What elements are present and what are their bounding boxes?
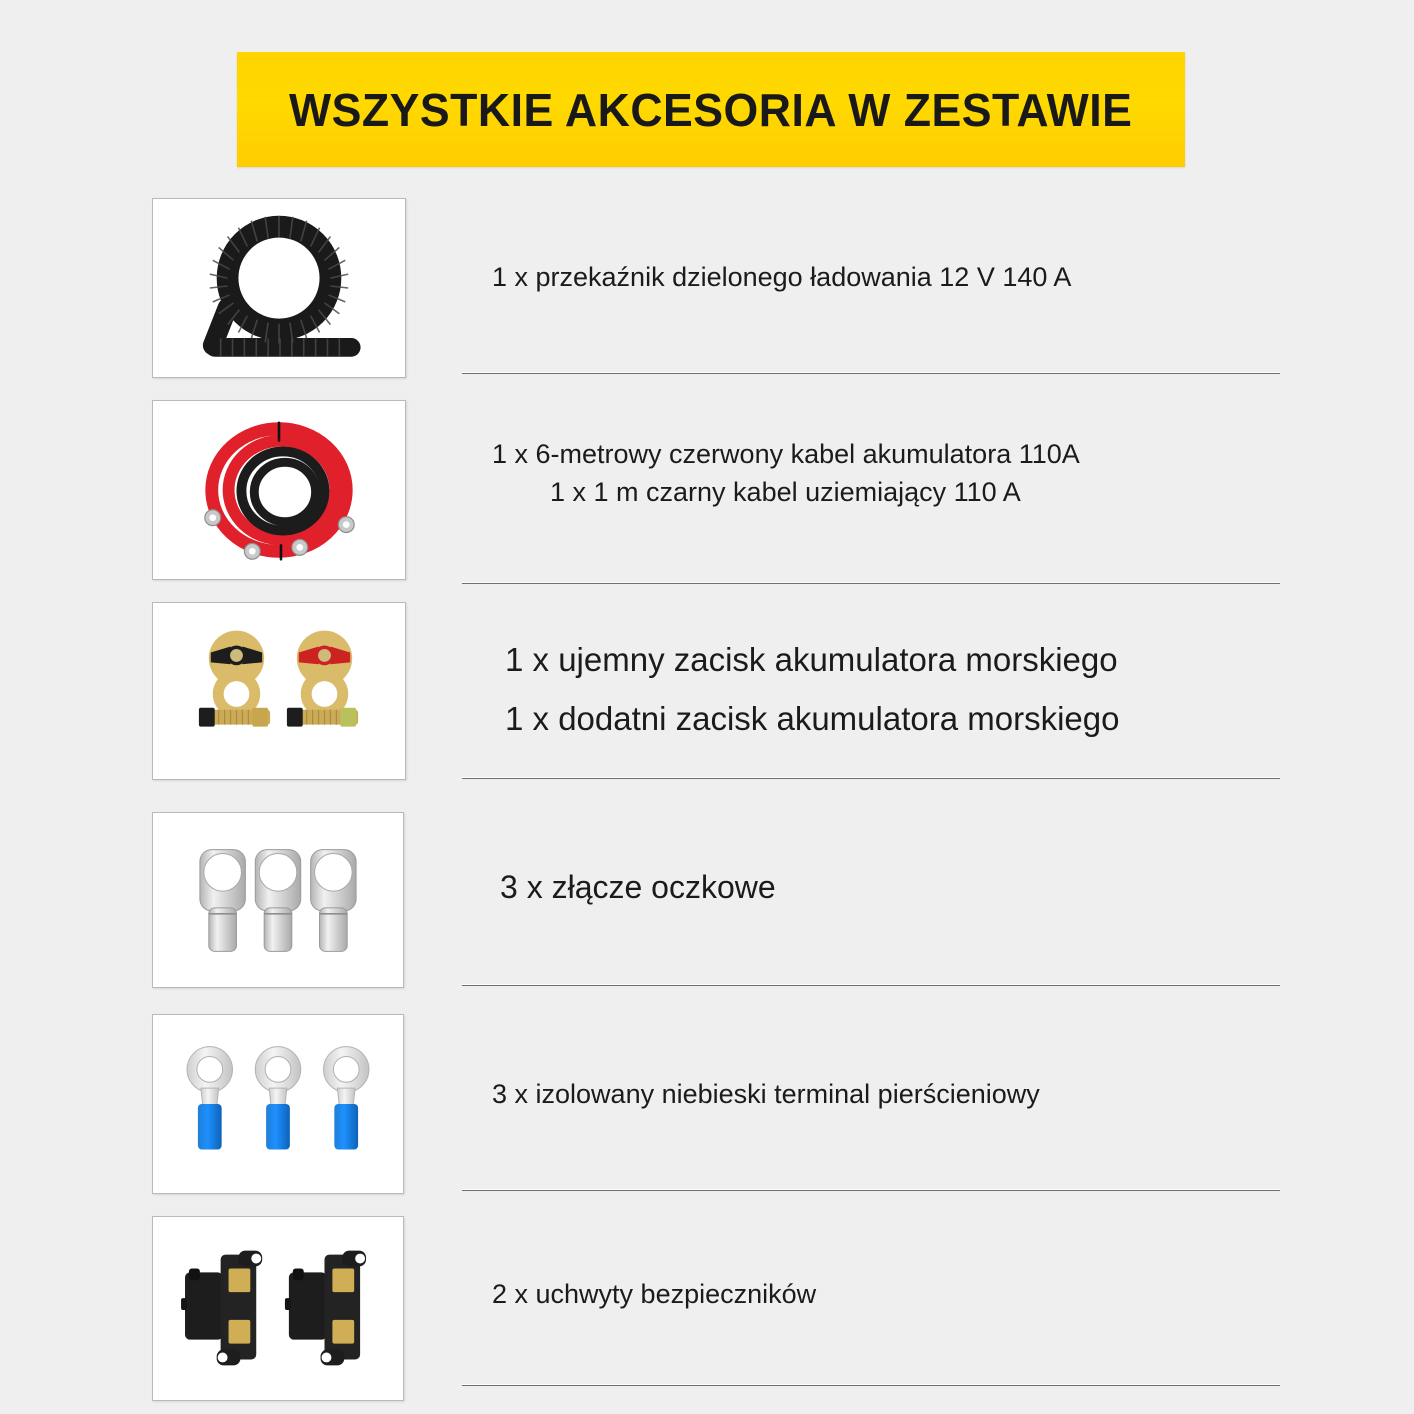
product-image-copper-ring-lugs	[152, 812, 404, 988]
product-image-blue-insulated-ring-terminals	[152, 1014, 404, 1194]
product-image-red-and-black-battery-cables	[152, 400, 406, 580]
product-image-black-fuse-holders	[152, 1216, 404, 1401]
accessory-text-group	[462, 435, 1280, 512]
black-fuse-holders-icon	[153, 1217, 403, 1400]
row-divider	[462, 583, 1280, 584]
accessory-line: 2 x uchwyty bezpieczników	[492, 1279, 817, 1309]
row-divider	[462, 778, 1280, 779]
page-title: WSZYSTKIE AKCESORIA W ZESTAWIE	[289, 83, 1133, 136]
accessory-text-group	[462, 258, 1280, 296]
black-corrugated-conduit-tube-icon	[153, 199, 405, 377]
accessory-text-group	[462, 1075, 1280, 1113]
product-image-brass-battery-terminal-clamps	[152, 602, 406, 780]
accessory-line: 1 x przekaźnik dzielonego ładowania 12 V 140 A	[492, 262, 1072, 292]
accessory-line: 1 x ujemny zacisk akumulatora morskiego	[505, 641, 1118, 678]
accessory-line: 3 x izolowany niebieski terminal pierścieniowy	[492, 1079, 1040, 1109]
copper-ring-lugs-icon	[153, 813, 403, 987]
row-divider	[462, 1190, 1280, 1191]
accessory-text-group	[462, 1275, 1280, 1313]
brass-battery-terminal-clamps-icon	[153, 603, 405, 779]
product-image-black-corrugated-conduit-tube	[152, 198, 406, 378]
red-and-black-battery-cables-icon	[153, 401, 405, 579]
row-divider	[462, 373, 1280, 374]
header-banner	[237, 52, 1185, 167]
accessory-line: 3 x złącze oczkowe	[500, 869, 776, 905]
accessory-text-group	[462, 630, 1280, 749]
row-divider	[462, 985, 1280, 986]
accessory-text-group	[462, 865, 1280, 910]
blue-insulated-ring-terminals-icon	[153, 1015, 403, 1193]
row-divider	[462, 1385, 1280, 1386]
accessory-line: 1 x 1 m czarny kabel uziemiający 110 A	[550, 477, 1021, 508]
accessory-line: 1 x dodatni zacisk akumulatora morskiego	[505, 700, 1120, 738]
accessory-line: 1 x 6-metrowy czerwony kabel akumulatora 110A	[492, 439, 1080, 469]
